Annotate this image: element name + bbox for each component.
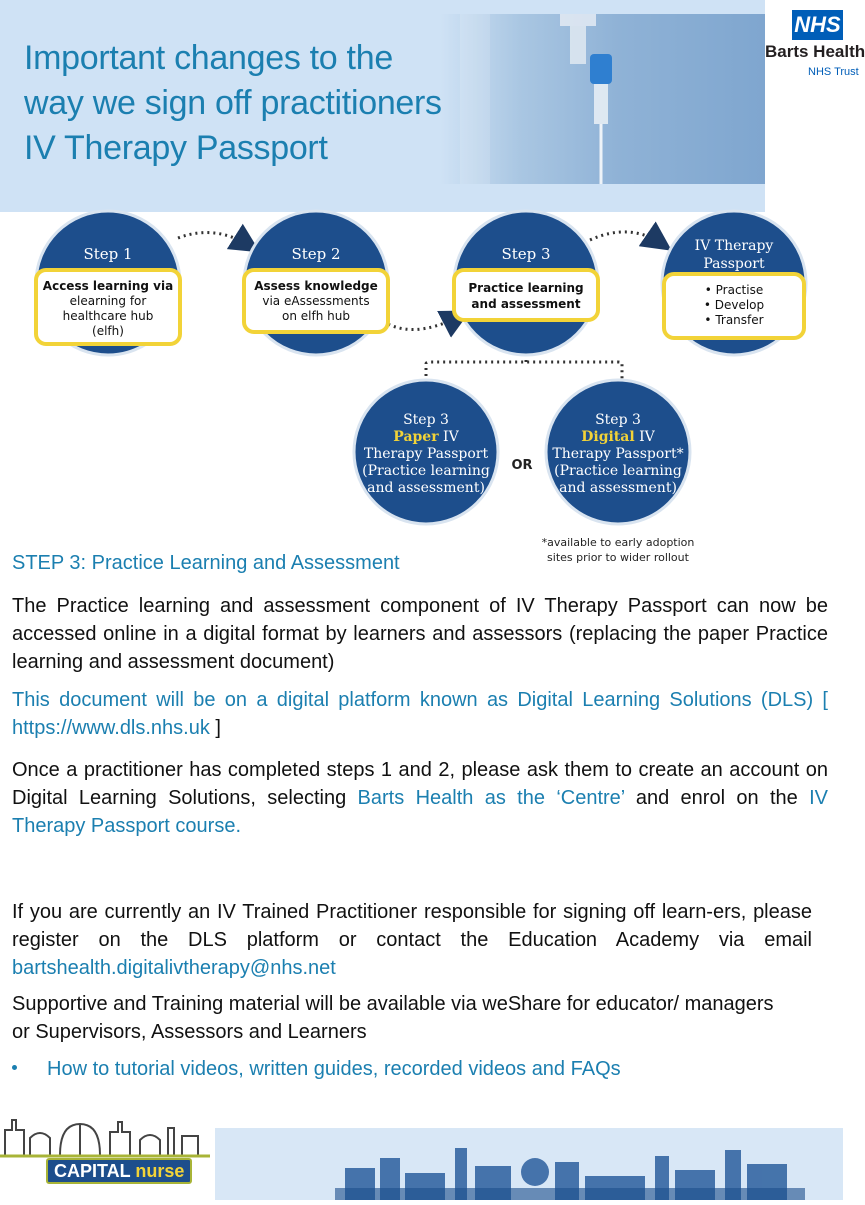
- email-link[interactable]: bartshealth.digitalivtherapy@nhs.net: [12, 957, 336, 979]
- footnote-line-2: sites prior to wider rollout: [547, 551, 689, 564]
- london-skyline-outline: [0, 1110, 210, 1160]
- trust-name: Barts Health: [765, 42, 865, 61]
- paragraph-2: [12, 686, 828, 742]
- step-1-label: Step 1: [83, 245, 133, 263]
- paragraph-2-end: ]: [215, 717, 221, 739]
- step-2: [244, 211, 388, 355]
- passport-item-3: • Transfer: [704, 313, 764, 327]
- step-1-line-3: healthcare hub: [62, 309, 154, 323]
- nurse-text: nurse: [135, 1161, 185, 1181]
- digital-line2-rest: IV: [634, 429, 655, 445]
- iv-drip-photo: [440, 14, 765, 184]
- step-3-line-1: Practice learning: [468, 281, 584, 295]
- passport-step: [662, 211, 806, 355]
- paper-line-4: (Practice learning: [362, 463, 490, 479]
- step-3-line-2: and assessment: [471, 297, 581, 311]
- section-heading: STEP 3: Practice Learning and Assessment: [12, 552, 400, 574]
- step-2-line-2: via eAssessments: [262, 294, 370, 308]
- paragraph-1: The Practice learning and assessment component of IV Therapy Passport can now be accessed online in a digital format by learners and assessors (replacing the paper Practice learning and assessment document): [12, 595, 828, 673]
- bullet-dot: [12, 1065, 17, 1070]
- page-title: [24, 36, 442, 171]
- dls-link[interactable]: This document will be on a digital platform known as Digital Learning Solutions (DLS) [ https://www.dls.nhs.uk: [12, 689, 828, 739]
- paper-passport-circle: [354, 380, 498, 524]
- course-highlight: IV Therapy Passport course.: [12, 787, 828, 837]
- city-skyline-icon: [215, 1128, 843, 1200]
- step-2-label: Step 2: [291, 245, 341, 263]
- step-1-line-4: (elfh): [92, 324, 124, 338]
- paragraph-3-a: Once a practitioner has completed steps 1 and 2, please ask them to create an account on Digital Learning Solutions, selecting: [12, 759, 828, 809]
- paper-line-3: Therapy Passport: [363, 446, 489, 462]
- title-line-3: IV Therapy Passport: [24, 129, 328, 167]
- digital-line-4: (Practice learning: [554, 463, 682, 479]
- digital-highlight: Digital: [581, 429, 635, 445]
- title-line-2: way we sign off practitioners: [24, 84, 442, 122]
- digital-line-5: and assessment): [559, 480, 677, 496]
- passport-item-1: • Practise: [704, 283, 764, 297]
- step-1-line-2: elearning for: [69, 294, 147, 308]
- centre-highlight: Barts Health as the ‘Centre’: [357, 787, 625, 809]
- connector-3-4: [590, 232, 662, 244]
- step-3: [454, 211, 598, 355]
- or-label: OR: [511, 458, 533, 473]
- capital-text: CAPITAL: [54, 1161, 131, 1181]
- capital-nurse-logo: [0, 1110, 210, 1200]
- paragraph-3: [12, 756, 828, 840]
- step-2-line-3: on elfh hub: [282, 309, 350, 323]
- step-1-line-1: Access learning via: [42, 279, 174, 293]
- footer-skyline-banner: [215, 1128, 843, 1200]
- step-1: [36, 211, 180, 355]
- passport-label-1: IV Therapy: [694, 238, 774, 254]
- paragraph-5: Supportive and Training material will be available via weShare for educator/ managers or Supervisors, Assessors and Learners: [12, 993, 774, 1043]
- paper-highlight: Paper: [393, 429, 439, 445]
- connector-2-3: [378, 316, 460, 330]
- connector-1-2: [178, 233, 250, 246]
- digital-passport-circle: [546, 380, 690, 524]
- digital-line-3: Therapy Passport*: [552, 446, 684, 462]
- paper-line2-rest: IV: [438, 429, 459, 445]
- paragraph-4: [12, 898, 812, 982]
- process-diagram: [0, 212, 843, 572]
- passport-label-2: Passport: [703, 256, 765, 272]
- capital-nurse-label: [46, 1158, 192, 1184]
- trust-sub: NHS Trust: [808, 66, 859, 78]
- paper-line-5: and assessment): [367, 480, 485, 496]
- bullet-text: How to tutorial videos, written guides, recorded videos and FAQs: [47, 1058, 621, 1080]
- digital-step-label: Step 3: [595, 412, 641, 428]
- title-line-1: Important changes to the: [24, 39, 393, 77]
- paragraph-4-a: If you are currently an IV Trained Practitioner responsible for signing off learn-ers, please register on the DLS platform or contact the Education Academy via email: [12, 901, 812, 951]
- step-2-line-1: Assess knowledge: [254, 279, 378, 293]
- svg-text:Paper IV: [393, 429, 459, 445]
- step-3-label: Step 3: [501, 245, 551, 263]
- header-banner: [0, 0, 765, 212]
- nhs-logo: NHS: [792, 10, 843, 40]
- bullet-item: [12, 1058, 621, 1081]
- passport-item-2: • Develop: [703, 298, 765, 312]
- paper-step-label: Step 3: [403, 412, 449, 428]
- footnote-line-1: *available to early adoption: [541, 536, 695, 549]
- svg-text:Digital IV: [581, 429, 655, 445]
- paragraph-3-c: and enrol on the: [624, 787, 810, 809]
